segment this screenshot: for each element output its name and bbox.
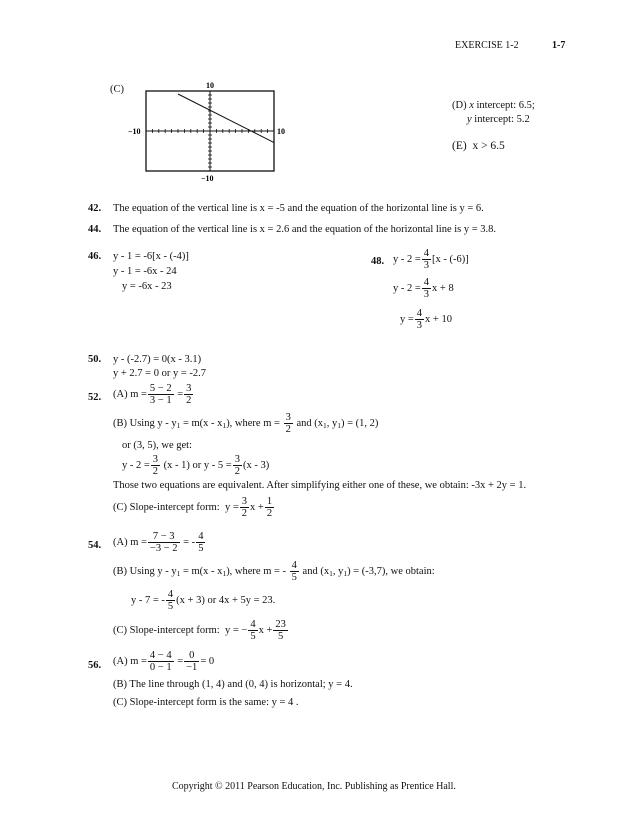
problem-50-line1: y - (-2.7) = 0(x - 3.1): [113, 354, 202, 365]
problem-54-part-a: (A) m = $\frac{7 - 3}{-3 - 2}$ = - $\frac{4}{5}$: [113, 531, 204, 554]
problem-52-part-a: (A) m = $\frac{5 - 2}{3 - 1}$ = $\frac{3}{2}$: [113, 383, 192, 406]
problem-56-part-c: (C) Slope-intercept form is the same: y = 4 .: [113, 697, 299, 708]
graph-line: [178, 94, 274, 143]
running-head: EXERCISE 1-2: [455, 40, 519, 51]
y-max-label: 10: [206, 81, 214, 90]
part-d-line1: (D) x intercept: 6.5;: [452, 100, 535, 111]
x-max-label: 10: [277, 127, 285, 136]
problem-52-part-b-line3: y - 2 = $\frac{3}{2}$ (x - 1) or y - 5 = $\frac{3}{2}$ (x - 3): [122, 454, 270, 477]
problem-42-text: The equation of the vertical line is x = -5 and the equation of the horizontal line is y = 6.: [113, 203, 484, 214]
problem-52-number: 52.: [88, 392, 102, 403]
problem-52-part-c: (C) Slope-intercept form: y = $\frac{3}{2}$ x + $\frac{1}{2}$: [113, 496, 273, 519]
problem-50-line2: y + 2.7 = 0 or y = -2.7: [113, 368, 207, 379]
problem-48-number: 48.: [371, 256, 385, 267]
problem-46-line3: y = -6x - 23: [122, 281, 172, 292]
problem-52-part-b-line1: (B) Using $y - y_1 = m(x - x_1)$, where m = $\frac{3}{2}$ and ($x_1$, $y_1) = (1$, 2): [113, 412, 379, 435]
x-min-label: −10: [128, 127, 141, 136]
y-min-label: −10: [201, 174, 214, 183]
problem-56-part-b: (B) The line through (1, 4) and (0, 4) is horizontal; y = 4.: [113, 679, 353, 690]
problem-46-line1: y - 1 = -6[x - (-4)]: [113, 251, 189, 262]
problem-48-line2: y - 2 = $\frac{4}{3}$ x + 8: [393, 277, 454, 300]
page-number: 1-7: [552, 40, 566, 51]
part-e: (E) x > 6.5: [452, 140, 505, 152]
problem-46-number: 46.: [88, 251, 102, 262]
problem-44-text: The equation of the vertical line is x = 2.6 and the equation of the horizontal line is y = 3.8.: [113, 224, 497, 235]
problem-42-number: 42.: [88, 203, 102, 214]
problem-52-part-b-line4: Those two equations are equivalent. After simplifying either one of these, we obtain: -3x + 2y = 1.: [113, 480, 527, 491]
graph-c: [128, 80, 288, 184]
problem-56-number: 56.: [88, 660, 102, 671]
problem-54-part-b-line1: (B) Using $y - y_1 = m(x - x_1)$, where m = - $\frac{4}{5}$ and ($x_1$, $y_1) = (-3,7)$, we obtain:: [113, 560, 435, 583]
problem-50-number: 50.: [88, 354, 102, 365]
part-c-label: (C): [110, 84, 124, 95]
problem-52-part-b-line2: or (3, 5), we get:: [122, 440, 192, 451]
problem-54-number: 54.: [88, 540, 102, 551]
copyright-footer: Copyright © 2011 Pearson Education, Inc. Publishing as Prentice Hall.: [172, 781, 456, 792]
problem-44-number: 44.: [88, 224, 102, 235]
problem-54-part-c: (C) Slope-intercept form: y = − $\frac{4}{5}$ x + $\frac{23}{5}$: [113, 619, 286, 642]
problem-54-part-b-line2: y - 7 = - $\frac{4}{5}$ (x + 3) or 4x + 5y = 23.: [131, 589, 276, 612]
part-d-line2: y intercept: 5.2: [467, 114, 530, 125]
problem-48-line1: y - 2 = $\frac{4}{3}$ [x - (-6)]: [393, 248, 469, 271]
problem-48-line3: y = $\frac{4}{3}$ x + 10: [400, 308, 452, 331]
problem-56-part-a: (A) m = $\frac{4 - 4}{0 - 1}$ = $\frac{0}{-1}$ = 0: [113, 650, 215, 673]
problem-46-line2: y - 1 = -6x - 24: [113, 266, 177, 277]
